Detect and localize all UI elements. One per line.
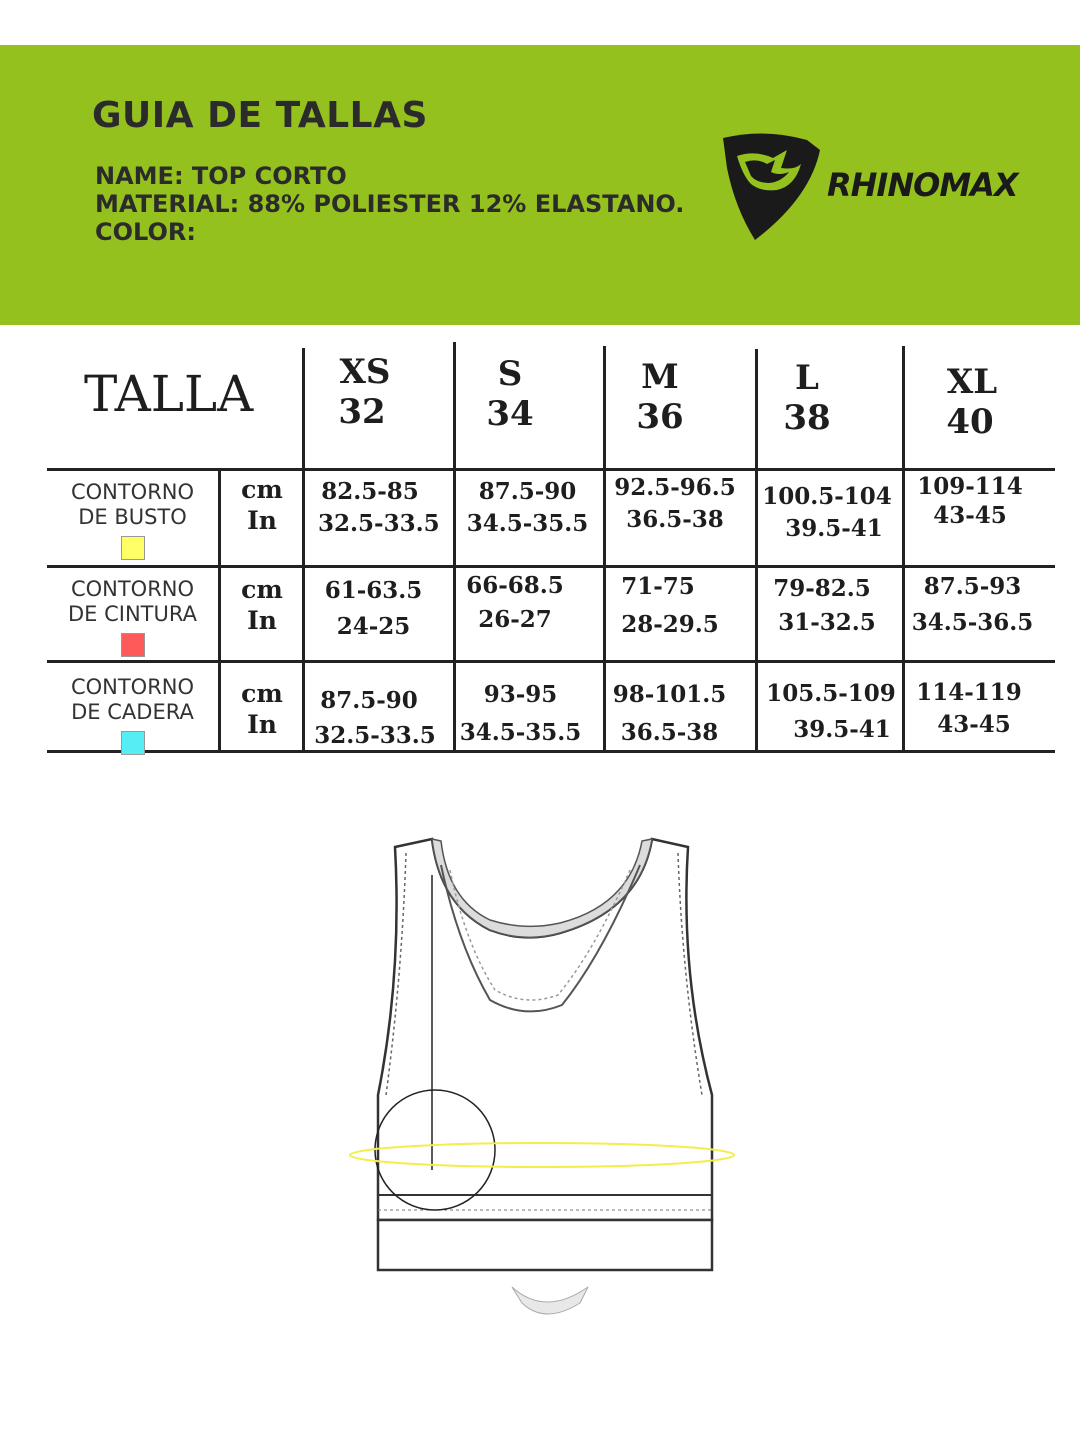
hip-s-cell: 93-95 34.5-35.5 bbox=[459, 681, 582, 746]
hip-l-cell: 105.5-109 39.5-41 bbox=[766, 680, 896, 743]
waist-m-cell: 71-75 28-29.5 bbox=[621, 573, 719, 638]
bust-xs-cell: 82.5-85 32.5-33.5 bbox=[318, 478, 440, 537]
waist-xl-cell: 87.5-93 34.5-36.5 bbox=[911, 573, 1034, 636]
grid-line bbox=[218, 470, 221, 753]
waist-color-swatch bbox=[121, 633, 145, 657]
size-header-m: M 36 bbox=[636, 357, 684, 437]
row-label-cadera: CONTORNO DE CADERA bbox=[50, 675, 215, 755]
waist-xs-cell: 61-63.5 24-25 bbox=[324, 577, 423, 640]
row-units-cintura: cm In bbox=[241, 575, 283, 635]
grid-line bbox=[603, 346, 606, 753]
row-units-busto: cm In bbox=[241, 475, 283, 535]
bust-l-cell: 100.5-104 39.5-41 bbox=[762, 483, 892, 542]
grid-line bbox=[47, 565, 1055, 568]
grid-line bbox=[453, 342, 456, 753]
sports-bra-diagram bbox=[340, 825, 750, 1335]
size-header-xs: XS 32 bbox=[338, 352, 391, 432]
row-label-cintura: CONTORNO DE CINTURA bbox=[50, 577, 215, 657]
bust-color-swatch bbox=[121, 536, 145, 560]
bust-xl-cell: 109-114 43-45 bbox=[917, 473, 1023, 529]
grid-line bbox=[47, 660, 1055, 663]
page-title: GUIA DE TALLAS bbox=[92, 95, 428, 136]
brand-name: RHINOMAX bbox=[827, 166, 1018, 204]
grid-line bbox=[902, 346, 905, 753]
size-column-label: TALLA bbox=[84, 365, 254, 423]
bust-s-cell: 87.5-90 34.5-35.5 bbox=[466, 478, 589, 537]
row-units-cadera: cm In bbox=[241, 679, 283, 739]
waist-s-cell: 66-68.5 26-27 bbox=[466, 572, 564, 633]
waist-l-cell: 79-82.5 31-32.5 bbox=[773, 575, 876, 636]
hip-m-cell: 98-101.5 36.5-38 bbox=[612, 681, 727, 746]
hip-color-swatch bbox=[121, 731, 145, 755]
size-header-s: S 34 bbox=[486, 354, 534, 434]
size-header-xl: XL 40 bbox=[946, 362, 998, 442]
product-material: MATERIAL: 88% POLIESTER 12% ELASTANO. bbox=[95, 190, 685, 218]
hip-xl-cell: 114-119 43-45 bbox=[916, 679, 1022, 738]
grid-line bbox=[755, 349, 758, 753]
product-info bbox=[95, 162, 684, 246]
row-label-busto: CONTORNO DE BUSTO bbox=[50, 480, 215, 560]
product-name: NAME: TOP CORTO bbox=[95, 162, 347, 190]
brand-logo bbox=[715, 128, 1045, 243]
product-color: COLOR: bbox=[95, 218, 196, 246]
grid-line bbox=[47, 468, 1055, 471]
hip-xs-cell: 87.5-90 32.5-33.5 bbox=[314, 687, 436, 749]
bust-m-cell: 92.5-96.5 36.5-38 bbox=[614, 474, 736, 533]
rhino-shield-icon bbox=[715, 128, 835, 243]
size-header-l: L 38 bbox=[783, 358, 831, 438]
